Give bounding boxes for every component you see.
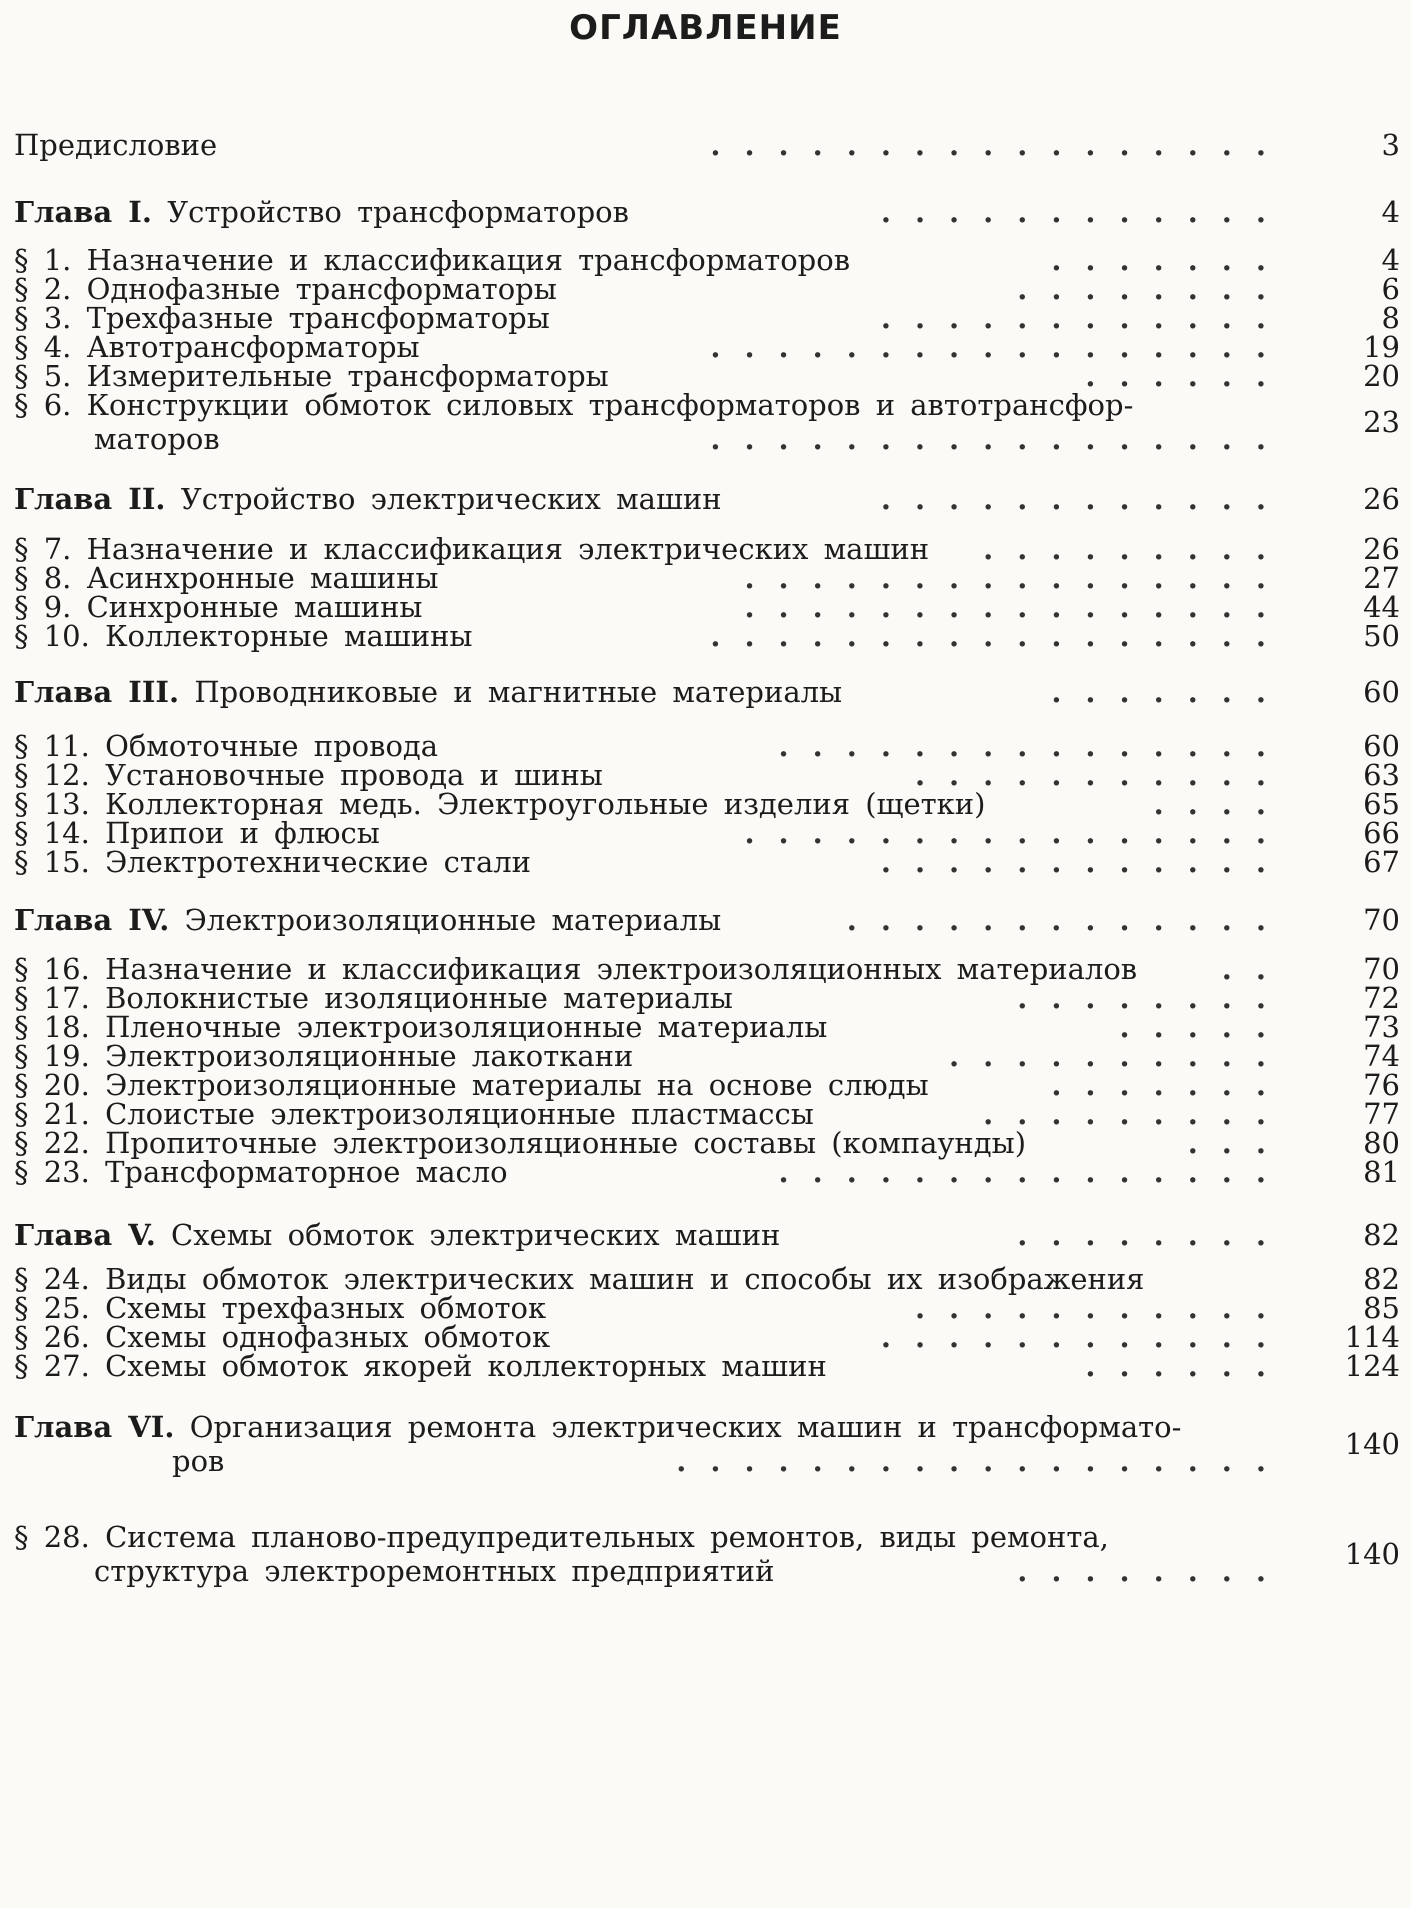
dot-leader: ............... <box>778 1155 1290 1189</box>
dot-leader: ............ <box>880 482 1290 516</box>
dot-leader: ........ <box>1017 1554 1290 1588</box>
dot-leader: ............ <box>880 301 1290 335</box>
page-number: 82 <box>1363 1218 1400 1252</box>
chapter-label: Глава III. <box>14 675 180 709</box>
dot-leader: ........ <box>1017 272 1290 306</box>
dot-leader: ................. <box>710 128 1290 162</box>
entry-title: Система планово-предупредительных ремонтов, виды ремонта, <box>105 1520 1109 1554</box>
toc-chapter-row[interactable] <box>14 675 1400 709</box>
chapter-label: Глава V. <box>14 1218 156 1252</box>
entry-title: Электротехнические стали <box>105 845 531 879</box>
toc-chapter-row[interactable] <box>14 1410 1400 1478</box>
page-number: 65 <box>1363 787 1400 821</box>
entry-title: Схемы однофазных обмоток <box>105 1320 551 1354</box>
page-title: ОГЛАВЛЕНИЕ <box>569 8 842 48</box>
page-number: 27 <box>1363 561 1400 595</box>
entry-title: Назначение и классификация электрических машин <box>86 532 930 566</box>
entry-title: Назначение и классификация электроизоляционных материалов <box>105 952 1138 986</box>
entry-title: Асинхронные машины <box>86 561 439 595</box>
toc-section-row[interactable] <box>14 845 1400 879</box>
entry-title-continuation: маторов <box>94 422 220 456</box>
entry-title: Обмоточные провода <box>105 729 439 763</box>
entry-title: Схемы обмоток якорей коллекторных машин <box>105 1349 827 1383</box>
section-label: § 14. <box>14 816 90 850</box>
page-number: 50 <box>1363 619 1400 653</box>
entry-title: Схемы обмоток электрических машин <box>171 1218 781 1252</box>
dot-leader: ............ <box>880 1320 1290 1354</box>
section-label: § 5. <box>14 359 72 393</box>
chapter-label: Глава IV. <box>14 903 170 937</box>
section-label: § 19. <box>14 1039 90 1073</box>
dot-leader: ......... <box>983 1097 1290 1131</box>
section-label: § 24. <box>14 1262 90 1296</box>
entry-title: Слоистые электроизоляционные пластмассы <box>105 1097 814 1131</box>
section-label: § 7. <box>14 532 72 566</box>
entry-title: Синхронные машины <box>86 590 423 624</box>
page-number: 63 <box>1363 758 1400 792</box>
page-number: 60 <box>1363 729 1400 763</box>
page-number: 124 <box>1344 1349 1400 1383</box>
entry-title: Схемы трехфазных обмоток <box>105 1291 547 1325</box>
dot-leader: ... <box>1187 1126 1290 1160</box>
entry-title: Предисловие <box>14 128 218 162</box>
section-label: § 22. <box>14 1126 90 1160</box>
toc-chapter-row[interactable] <box>14 195 1400 229</box>
page-number: 20 <box>1363 359 1400 393</box>
section-label: § 28. <box>14 1520 90 1554</box>
toc-section-row[interactable] <box>14 388 1400 456</box>
entry-title: Конструкции обмоток силовых трансформаторов и автотрансфор- <box>86 388 1134 422</box>
toc-section-row[interactable] <box>14 1155 1400 1189</box>
dot-leader: ................. <box>710 422 1290 456</box>
toc-chapter-row[interactable] <box>14 1218 1400 1252</box>
page-number: 8 <box>1381 301 1400 335</box>
page-number: 26 <box>1363 482 1400 516</box>
dot-leader: ......... <box>983 532 1290 566</box>
entry-title: Трансформаторное масло <box>105 1155 508 1189</box>
dot-leader: ...... <box>1085 359 1290 393</box>
page-number: 67 <box>1363 845 1400 879</box>
dot-leader: ........... <box>914 1291 1290 1325</box>
chapter-label: Глава VI. <box>14 1410 175 1444</box>
dot-leader: ....... <box>1051 243 1290 277</box>
entry-title: Автотрансформаторы <box>86 330 420 364</box>
section-label: § 2. <box>14 272 72 306</box>
page-number: 80 <box>1363 1126 1400 1160</box>
dot-leader: ............ <box>880 845 1290 879</box>
page-number: 77 <box>1363 1097 1400 1131</box>
section-label: § 9. <box>14 590 72 624</box>
page-number: 140 <box>1344 1427 1400 1461</box>
entry-title-continuation: ров <box>172 1444 225 1478</box>
entry-title: Коллекторные машины <box>105 619 473 653</box>
section-label: § 18. <box>14 1010 90 1044</box>
page-number: 81 <box>1363 1155 1400 1189</box>
section-label: § 3. <box>14 301 72 335</box>
page-number: 3 <box>1381 128 1400 162</box>
section-label: § 6. <box>14 388 72 422</box>
dot-leader: ........ <box>1017 981 1290 1015</box>
section-label: § 21. <box>14 1097 90 1131</box>
entry-title: Виды обмоток электрических машин и способы их изображения <box>105 1262 1145 1296</box>
page-number: 76 <box>1363 1068 1400 1102</box>
dot-leader: ........ <box>1017 1218 1290 1252</box>
toc-chapter-row[interactable] <box>14 903 1400 937</box>
entry-title: Коллекторная медь. Электроугольные изделия (щетки) <box>105 787 986 821</box>
page-number: 72 <box>1363 981 1400 1015</box>
page-number: 66 <box>1363 816 1400 850</box>
toc-section-row[interactable] <box>14 1520 1400 1588</box>
section-label: § 23. <box>14 1155 90 1189</box>
entry-title: Пленочные электроизоляционные материалы <box>105 1010 828 1044</box>
toc-chapter-row[interactable] <box>14 482 1400 516</box>
section-label: § 12. <box>14 758 90 792</box>
entry-title: Устройство электрических машин <box>180 482 722 516</box>
dot-leader: ............ <box>880 195 1290 229</box>
dot-leader: ...... <box>1085 1349 1290 1383</box>
page-number: 60 <box>1363 675 1400 709</box>
page-number: 114 <box>1344 1320 1400 1354</box>
entry-title: Электроизоляционные материалы <box>184 903 722 937</box>
page-number: 4 <box>1381 243 1400 277</box>
entry-title: Электроизоляционные лакоткани <box>105 1039 634 1073</box>
page-number: 23 <box>1363 405 1400 439</box>
section-label: § 8. <box>14 561 72 595</box>
section-label: § 16. <box>14 952 90 986</box>
section-label: § 17. <box>14 981 90 1015</box>
dot-leader: ................ <box>744 816 1290 850</box>
entry-title: Припои и флюсы <box>105 816 380 850</box>
section-label: § 27. <box>14 1349 90 1383</box>
dot-leader: ..... <box>1119 1010 1290 1044</box>
entry-title: Назначение и классификация трансформаторов <box>86 243 851 277</box>
entry-title: Установочные провода и шины <box>105 758 603 792</box>
entry-title: Пропиточные электроизоляционные составы (компаунды) <box>105 1126 1027 1160</box>
dot-leader: ................ <box>744 561 1290 595</box>
section-label: § 26. <box>14 1320 90 1354</box>
entry-title: Проводниковые и магнитные материалы <box>194 675 843 709</box>
section-label: § 15. <box>14 845 90 879</box>
page-number: 82 <box>1363 1262 1400 1296</box>
page-number: 70 <box>1363 903 1400 937</box>
dot-leader: ........... <box>914 758 1290 792</box>
section-label: § 4. <box>14 330 72 364</box>
entry-title: Однофазные трансформаторы <box>86 272 557 306</box>
chapter-label: Глава I. <box>14 195 152 229</box>
page-number: 140 <box>1344 1537 1400 1571</box>
chapter-label: Глава II. <box>14 482 166 516</box>
dot-leader: ................ <box>744 590 1290 624</box>
section-label: § 1. <box>14 243 72 277</box>
dot-leader: ....... <box>1051 1068 1290 1102</box>
page-number: 73 <box>1363 1010 1400 1044</box>
entry-title: Электроизоляционные материалы на основе слюды <box>105 1068 929 1102</box>
section-label: § 11. <box>14 729 90 763</box>
entry-title: Трехфазные трансформаторы <box>86 301 550 335</box>
dot-leader: ............. <box>846 903 1290 937</box>
entry-title: Измерительные трансформаторы <box>86 359 609 393</box>
dot-leader: ............... <box>778 729 1290 763</box>
toc-section-row[interactable] <box>14 1349 1400 1383</box>
dot-leader: ................. <box>710 619 1290 653</box>
section-label: § 13. <box>14 787 90 821</box>
page-number: 6 <box>1381 272 1400 306</box>
page-number: 44 <box>1363 590 1400 624</box>
section-label: § 10. <box>14 619 90 653</box>
entry-title: Организация ремонта электрических машин и трансформато- <box>189 1410 1182 1444</box>
page-number: 26 <box>1363 532 1400 566</box>
page-number: 4 <box>1381 195 1400 229</box>
toc-section-row[interactable] <box>14 619 1400 653</box>
dot-leader: .... <box>1153 787 1290 821</box>
page-number: 70 <box>1363 952 1400 986</box>
dot-leader: .......... <box>949 1039 1290 1073</box>
section-label: § 25. <box>14 1291 90 1325</box>
page-number: 19 <box>1363 330 1400 364</box>
dot-leader: .. <box>1221 952 1290 986</box>
entry-title: Волокнистые изоляционные материалы <box>105 981 733 1015</box>
dot-leader: ....... <box>1051 675 1290 709</box>
dot-leader: .................. <box>676 1444 1290 1478</box>
section-label: § 20. <box>14 1068 90 1102</box>
page-number: 85 <box>1363 1291 1400 1325</box>
entry-title: Устройство трансформаторов <box>167 195 629 229</box>
entry-title-continuation: структура электроремонтных предприятий <box>94 1554 775 1588</box>
toc-preface-row[interactable] <box>14 128 1400 162</box>
dot-leader: ................. <box>710 330 1290 364</box>
page-number: 74 <box>1363 1039 1400 1073</box>
